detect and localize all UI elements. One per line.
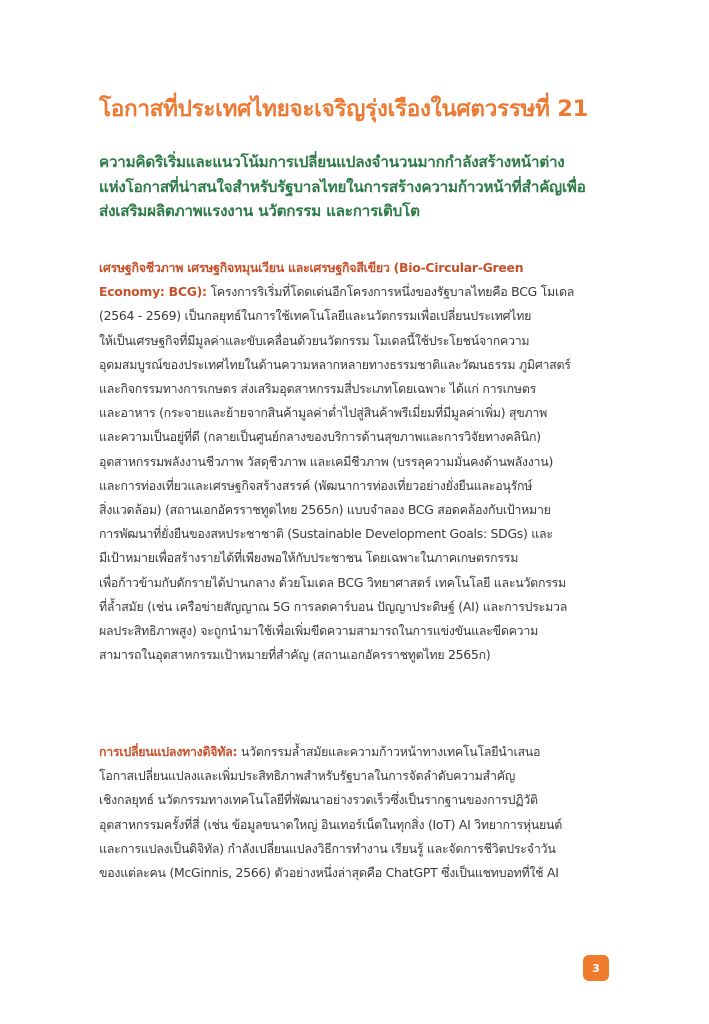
section-term: Economy: BCG): [99, 284, 207, 300]
text-line: สิ่งแวดล้อม) (สถานเอกอัครราชทูตไทย 2565ก) แบบจำลอง BCG สอดคล้องกับเป้าหมาย [99, 502, 551, 518]
text-line: มีเป้าหมายเพื่อสร้างรายได้ที่เพียงพอให้กับประชาชน โดยเฉพาะในภาคเกษตรกรรม [99, 550, 519, 566]
text-line: ที่ล้ำสมัย (เช่น เครือข่ายสัญญาณ 5G การลดคาร์บอน ปัญญาประดิษฐ์ (AI) และการประมวล [99, 598, 568, 614]
text-line: เพื่อก้าวข้ามกับดักรายได้ปานกลาง ด้วยโมเดล BCG วิทยาศาสตร์ เทคโนโลยี และนวัตกรรม [99, 574, 566, 590]
page-title: โอกาสที่ประเทศไทยจะเจริญรุ่งเรืองในศตวรรษที่ 21 [99, 96, 588, 122]
text-line [99, 256, 619, 280]
text-line: การพัฒนาที่ยั่งยืนของสหประชาชาติ (Sustainable Development Goals: SDGs) และ [99, 526, 553, 542]
text-line: และกิจกรรมทางการเกษตร ส่งเสริมอุตสาหกรรมสี่ประเภทโดยเฉพาะ ได้แก่ การเกษตร [99, 381, 537, 397]
lead-line: ความคิดริเริ่มและแนวโน้มการเปลี่ยนแปลงจำนวนมากกำลังสร้างหน้าต่าง [99, 153, 565, 171]
text-line: และความเป็นอยู่ที่ดี (กลายเป็นศูนย์กลางของบริการด้านสุขภาพและการวิจัยทางคลินิก) [99, 429, 541, 445]
text-line: ผลประสิทธิภาพสูง) จะถูกนำมาใช้เพื่อเพิ่มขีดความสามารถในการแข่งขันและขีดความ [99, 623, 538, 639]
text-line: ให้เป็นเศรษฐกิจที่มีมูลค่าและขับเคลื่อนด้วยนวัตกรรม โมเดลนี้ใช้ประโยชน์จากความ [99, 332, 530, 348]
text-line: และการแปลงเป็นดิจิทัล) กำลังเปลี่ยนแปลงวิธีการทำงาน เรียนรู้ และจัดการชีวิตประจำวัน [99, 840, 556, 856]
section-digital-paragraph [99, 740, 619, 885]
lead-line: ส่งเสริมผลิตภาพแรงงาน นวัตกรรม และการเติบโต [99, 202, 420, 220]
text-line [99, 280, 619, 304]
lead-line: แห่งโอกาสที่น่าสนใจสำหรับรัฐบาลไทยในการสร้างความก้าวหน้าที่สำคัญเพื่อ [99, 177, 586, 196]
text-line: โอกาสเปลี่ยนแปลงและเพิ่มประสิทธิภาพสำหรับรัฐบาลในการจัดลำดับความสำคัญ [99, 768, 516, 784]
lead-paragraph [99, 150, 619, 224]
text-line: อุตสาหกรรมพลังงานชีวภาพ วัสดุชีวภาพ และเคมีชีวภาพ (บรรลุความมั่นคงด้านพลังงาน) [99, 453, 554, 469]
section-term: การเปลี่ยนแปลงทางดิจิทัล: [99, 744, 238, 759]
text-fragment: โครงการริเริ่มที่โดดเด่นอีกโครงการหนึ่งของรัฐบาลไทยคือ BCG โมเดล [206, 284, 575, 300]
text-line: และอาหาร (กระจายและย้ายจากสินค้ามูลค่าต่ำไปสู่สินค้าพรีเมี่ยมที่มีมูลค่าเพิ่ม) สุขภาพ [99, 405, 548, 421]
text-line: อุตสาหกรรมครั้งที่สี่ (เช่น ข้อมูลขนาดใหญ่ อินเทอร์เน็ตในทุกสิ่ง (IoT) AI วิทยาการหุ่นยนต์ [99, 816, 563, 832]
text-line: สามารถในอุตสาหกรรมเป้าหมายที่สำคัญ (สถานเอกอัครราชทูตไทย 2565ก) [99, 647, 491, 663]
text-line: เชิงกลยุทธ์ นวัตกรรมทางเทคโนโลยีที่พัฒนาอย่างรวดเร็วซึ่งเป็นรากฐานของการปฏิวัติ [99, 792, 538, 808]
text-line: ของแต่ละคน (McGinnis, 2566) ตัวอย่างหนึ่งล่าสุดคือ ChatGPT ซึ่งเป็นแชทบอทที่ใช้ AI [99, 865, 559, 881]
text-line: (2564 - 2569) เป็นกลยุทธ์ในการใช้เทคโนโลยีและนวัตกรรมเพื่อเปลี่ยนประเทศไทย [99, 308, 532, 324]
page-number-badge: 3 [583, 955, 609, 981]
text-line [99, 740, 619, 764]
text-line: อุดมสมบูรณ์ของประเทศไทยในด้านความหลากหลายทางธรรมชาติและวัฒนธรรม ภูมิศาสตร์ [99, 356, 571, 372]
text-line: และการท่องเที่ยวและเศรษฐกิจสร้างสรรค์ (พัฒนาการท่องเที่ยวอย่างยั่งยืนและอนุรักษ์ [99, 477, 533, 493]
section-term: เศรษฐกิจชีวภาพ เศรษฐกิจหมุนเวียน และเศรษฐกิจสีเขียว (Bio-Circular-Green [99, 260, 524, 275]
text-fragment: นวัตกรรมล้ำสมัยและความก้าวหน้าทางเทคโนโลยีนำเสนอ [237, 744, 541, 759]
section-bcg-paragraph [99, 256, 619, 667]
